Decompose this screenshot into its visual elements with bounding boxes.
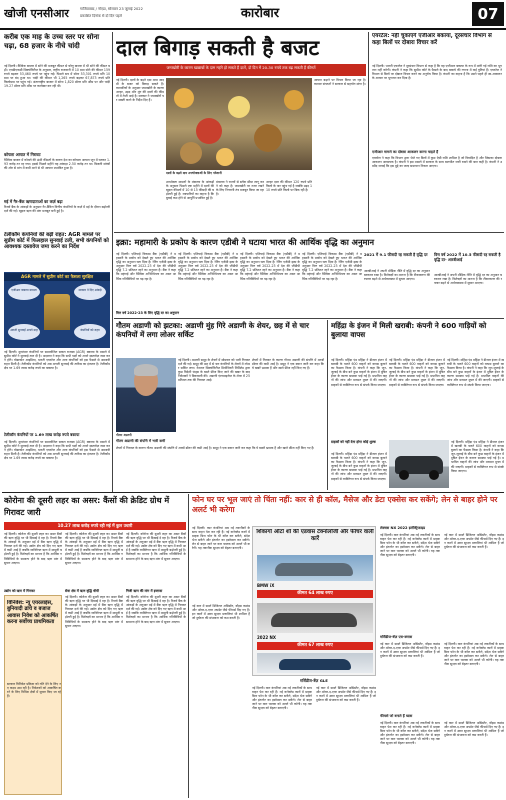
corona-col-1: नई दिल्ली। कोरोना की दूसरी लहर का असर बैंकों की ऋण वृद्धि पर भी दिखाई दे रहा है। रिजर्व बैंक के आंकड़ों के अनुसार मई में बैंक ऋण वृद्धि में गिरावट दर्ज की गई। उद्योग क्षेत्र को दिए गए ऋण में कमी आई है जबकि व्यक्तिगत ऋण में मामूली बढ़ोतरी हुई है। विशेषज्ञों का मानना है कि आर्थिक गतिविधियों के सामान्य होने के बाद ऋण मांग में सुधार आएगा। — [4, 532, 62, 565]
edition-line: गाजियाबाद / नोएडा, सोमवार 23 जुलाई 2022 — [80, 7, 143, 11]
car3-body — [279, 659, 351, 670]
mahindra-body-3: नई दिल्ली। महिंद्रा एंड महिंद्रा ने डीजल इंजन में खराबी के चलते 600 वाहनों को वापस बुलाने का फैसला किया है। कंपनी ने कहा कि जून-जुलाई के बीच बने कुछ वाहनों के इंजन में दूषित ईंधन के कारण समस्या पाई गई है। प्रभावित वाहनों की जांच और मरम्मत मुफ्त में की जाएगी। ग्राहकों से व्यक्तिगत रूप से संपर्क किया जाएगा। — [447, 358, 504, 387]
icra-sub: वित्त वर्ष 2022-23 के लिए वृद्धि दर का अनुमान — [116, 311, 180, 315]
phone-col-5: नई दिल्ली। कार कंपनियां अब नई तकनीकों के साथ वाहन पेश कर रही हैं। नई कनेक्टेड कारों में ग्राहक बिना फोन के भी कॉल कर सकेंगे, संदेश भेज सकेंगे और इंटरनेट का इस्तेमाल कर सकेंगे। लेन से बाहर जाने पर कार चालक को अलर्ट भी करेगी। यह तकनीक सुरक्षा को बेहतर बनाएगी। — [380, 533, 440, 558]
mahindra-car-photo — [389, 440, 449, 488]
mahindra-body-4: नई दिल्ली। महिंद्रा एंड महिंद्रा ने डीजल इंजन में खराबी के चलते 600 वाहनों को वापस बुलाने का फैसला किया है। कंपनी ने कहा कि जून-जुलाई के बीच बने कुछ वाहनों के इंजन में दूषित ईंधन के कारण समस्या पाई गई है। प्रभावित वाहनों की जांच और मरम्मत मुफ्त में की जाएगी। ग्राहकों से व्यक्तिगत रूप से संपर्क किया जाएगा। — [331, 452, 387, 481]
icra-box-1-body: आरबीआई ने अपनी मौद्रिक नीति में वृद्धि दर का अनुमान बरकरार रखा है। विशेषज्ञों का मानना है कि टीकाकरण की रफ्तार बढ़ने से अर्थव्यवस्था में सुधार आएगा। — [364, 269, 430, 282]
icra-box-1: 2021 में 9.1 फीसदी रह सकती है वृद्धि दर — [364, 252, 428, 257]
corona-sub-1: उद्योग को ऋण में गिरावट — [4, 589, 36, 593]
phone-sub-3: फीचर्स जो बनाते हैं खास — [380, 714, 413, 718]
supreme-court-emblem-icon — [44, 294, 70, 330]
phone-sub-2: मर्सिडीज-बेंज़ एस-क्लास — [380, 635, 413, 639]
disinvestment-body: सरकार विनिवेश प्रक्रिया को गति देने के लिए नए कदम उठा रही है। निवेशकों को आकर्षित करने के लिए विभिन्न क्षेत्रों में सुधार किए जा रहे हैं। — [7, 682, 61, 699]
phone-col-4: नई कार में स्मार्ट डिजिटल असिस्टेंट, वॉइस कमांड और ओवर-द-एयर अपडेट जैसे फीचर्स दिए गए हैं। इन कारों में उन्नत सुरक्षा प्रणालियां भी शामिल हैं जो दुर्घटना की संभावना को कम करती हैं। — [316, 686, 376, 703]
masthead-divider — [0, 28, 506, 30]
pulses-market-photo — [166, 78, 312, 170]
bottom-column-divider — [188, 494, 189, 798]
disinvestment-box — [4, 595, 62, 795]
corona-bar: 10.27 लाख करोड़ रुपये रही मई में कुल उधारी — [4, 522, 186, 530]
phone-col-1: नई दिल्ली। कार कंपनियां अब नई तकनीकों के साथ वाहन पेश कर रही हैं। नई कनेक्टेड कारों में ग्राहक बिना फोन के भी कॉल कर सकेंगे, संदेश भेज सकेंगे और इंटरनेट का इस्तेमाल कर सकेंगे। लेन से बाहर जाने पर कार चालक को अलर्ट भी करेगी। यह तकनीक सुरक्षा को बेहतर बनाएगी। — [192, 526, 250, 551]
phone-col-7: नई कार में स्मार्ट डिजिटल असिस्टेंट, वॉइस कमांड और ओवर-द-एयर अपडेट जैसे फीचर्स दिए गए हैं। इन कारों में उन्नत सुरक्षा प्रणालियां भी शामिल हैं जो दुर्घटना की संभावना को कम करती हैं। — [380, 642, 440, 659]
mahindra-headline: महिंद्रा के इंजन में मिली खराबी: कंपनी ने 600 गाड़ियों को बुलाया वापस — [331, 321, 487, 339]
icra-box-2-body: आरबीआई ने अपनी मौद्रिक नीति में वृद्धि दर का अनुमान बरकरार रखा है। विशेषज्ञों का मानना है कि टीकाकरण की रफ्तार बढ़ने से अर्थव्यवस्था में सुधार आएगा। — [434, 273, 502, 286]
mahindra-body-5: नई दिल्ली। महिंद्रा एंड महिंद्रा ने डीजल इंजन में खराबी के चलते 600 वाहनों को वापस बुलाने का फैसला किया है। कंपनी ने कहा कि जून-जुलाई के बीच बने कुछ वाहनों के इंजन में दूषित ईंधन के कारण समस्या पाई गई है। प्रभावित वाहनों की जांच और मरम्मत मुफ्त में की जाएगी। ग्राहकों से व्यक्तिगत रूप से संपर्क किया जाएगा। — [451, 440, 504, 473]
car-wheel-2 — [429, 470, 439, 480]
main-col-1: नई दिल्ली। दालों के बढ़ते दाम आम आदमी के बजट को बिगाड़ सकते हैं। व्यापारियों के अनुसार जमाखोरी के कारण अरहर, उड़द और मूंग की दालों की कीमतों में तेजी आई है। सरकार ने जमाखोरों पर सख्ती करने के निर्देश दिए हैं। — [116, 78, 164, 103]
masthead — [0, 0, 506, 30]
car2-price: कीमत 67 लाख रुपए — [257, 642, 373, 650]
left-sub-heading-1: कोयला आयात में गिरावट — [4, 152, 41, 157]
car2-body — [271, 613, 357, 627]
corona-col-3: नई दिल्ली। कोरोना की दूसरी लहर का असर बैंकों की ऋण वृद्धि पर भी दिखाई दे रहा है। रिजर्व बैंक के आंकड़ों के अनुसार मई में बैंक ऋण वृद्धि में गिरावट दर्ज की गई। उद्योग क्षेत्र को दिए गए ऋण में कमी आई है जबकि व्यक्तिगत ऋण में मामूली बढ़ोतरी हुई है। विशेषज्ञों का मानना है कि आर्थिक गतिविधियों के सामान्य होने के बाद ऋण मांग में सुधार आएगा। — [126, 532, 186, 561]
phone-col-9: नई दिल्ली। कार कंपनियां अब नई तकनीकों के साथ वाहन पेश कर रही हैं। नई कनेक्टेड कारों में ग्राहक बिना फोन के भी कॉल कर सकेंगे, संदेश भेज सकेंगे और इंटरनेट का इस्तेमाल कर सकेंगे। लेन से बाहर जाने पर कार चालक को अलर्ट भी करेगी। यह तकनीक सुरक्षा को बेहतर बनाएगी। — [380, 721, 440, 746]
adani-photo — [116, 358, 176, 432]
section-divider-1 — [114, 232, 504, 233]
adani-hair — [134, 364, 158, 376]
phone-col-3: नई दिल्ली। कार कंपनियां अब नई तकनीकों के साथ वाहन पेश कर रही हैं। नई कनेक्टेड कारों में ग्राहक बिना फोन के भी कॉल कर सकेंगे, संदेश भेज सकेंगे और इंटरनेट का इस्तेमाल कर सकेंगे। लेन से बाहर जाने पर कार चालक को अलर्ट भी करेगी। यह तकनीक सुरक्षा को बेहतर बनाएगी। — [252, 686, 312, 711]
airtel-headline: एयरटेल: नहीं चुकाएंगे एजीआर बकाया, दूरसंचार विभाग से कहा बिलों पर दोबारा विचार करें — [372, 33, 492, 46]
bubble-2: सरकार ने दिए आंकड़े — [74, 284, 106, 300]
bubble-1: एजीआर बकाया मामला — [8, 284, 40, 300]
left-sub-body-2: रिजर्व बैंक के आंकड़ों के अनुसार गैर-बैंकिंग वित्तीय कंपनियों के कर्ज़ में मई के दौरान बढ़ोतरी दर्ज की गई। खुदरा ऋण की मांग मजबूत बनी हुई है। — [4, 205, 110, 214]
graphic-caption: AGR मामले में सुप्रीम कोर्ट का फैसला सुरक्षित — [4, 273, 110, 281]
airtel-body: नई दिल्ली। भारती एयरटेल ने दूरसंचार विभाग से कहा है कि वह एजीआर बकाया के रूप में मांगी गई राशि का भुगतान नहीं करेगी। कंपनी ने कहा कि सुप्रीम कोर्ट के फैसले के बाद बकाये की गणना में कई त्रुटियां हैं। एयरटेल ने विभाग से बिलों पर दोबारा विचार करने का अनुरोध किया है। कंपनी का कहना है कि उसने पहले ही स्व-आकलन के आधार पर भुगतान कर दिया है। — [372, 64, 502, 81]
corona-headline: कोरोना की दूसरी लहर का असर: कैंसों की क्रेडिट ग्रोथ में गिरावट जारी — [4, 496, 170, 517]
bubble-4: कंपनियों को राहत — [74, 324, 106, 340]
corona-sub-3: निजी ऋण की मांग में इजाफा — [126, 589, 163, 593]
phone-headline: फोन घर पर भूल जाएं तो चिंता नहीं: कार से ही कॉल, मैसेज और डेटा एक्सेस कर सकेंगे; लेन से बाहर होने पर अलर्ट भी करेगा — [192, 495, 498, 514]
photo-caption: दालों के बढ़ते दाम उपभोक्ताओं के लिए परेशानी — [166, 171, 222, 175]
left-sub-body-1: वैश्विक बाजार में कोयले की ऊंची कीमतों के कारण देश का कोयला आयात जून में घटकर 1.93 करोड़ टन रह गया। इससे पिछले महीने यह आंकड़ा 2.50 करोड़ टन था। बिजली संयंत्रों की ओर से मांग में कमी आने से भी आयात प्रभावित हुआ है। — [4, 158, 110, 171]
icra-box-2: वित्त वर्ष 2022 में 10.5 फीसदी रह सकती है वृद्धि दर- आरबीआई — [434, 252, 501, 262]
corona-col-4: नई दिल्ली। कोरोना की दूसरी लहर का असर बैंकों की ऋण वृद्धि पर भी दिखाई दे रहा है। रिजर्व बैंक के आंकड़ों के अनुसार मई में बैंक ऋण वृद्धि में गिरावट दर्ज की गई। उद्योग क्षेत्र को दिए गए ऋण में कमी आई है जबकि व्यक्तिगत ऋण में मामूली बढ़ोतरी हुई है। विशेषज्ञों का मानना है कि आर्थिक गतिविधियों के सामान्य होने के बाद ऋण मांग में सुधार आएगा। — [65, 595, 123, 628]
section-title: कारोबार — [240, 6, 280, 21]
main-col-2: उपभोक्ता मामलों के मंत्रालय के आंकड़ों के अनुसार पिछले एक महीने में दालों की खुदरा कीमतों में 10 से 15 फीसदी की बढ़ोतरी हुई है। व्यापारियों का कहना है कि बुवाई कम होने से आपूर्ति प्रभावित हुई है। — [166, 180, 214, 201]
section-divider-2 — [114, 318, 504, 319]
adani-caption: गौतम अडाणी — [116, 433, 132, 437]
main-headline: दाल बिगाड़ सकती है बजट — [116, 36, 320, 60]
bottom-divider — [2, 492, 504, 493]
bubble-3: अगली सुनवाई अगले माह — [8, 324, 40, 340]
adani-body-1: नई दिल्ली। अडाणी समूह के शेयरों में सोमवार को भारी गिरावट दर्ज की गई। समूह की छह में से चार कंपनियों के शेयरों में लोअर सर्किट लगा। नेशनल सिक्योरिटीज डिपॉजिटरी लिमिटेड द्वारा कुछ विदेशी फंड्स के खाते फ्रीज किए जाने की खबर के बाद निवेशकों ने बिकवाली की। अडाणी एंटरप्राइजेज के शेयर में 25 प्रतिशत तक की गिरावट आई। — [178, 358, 250, 383]
corona-col-2: नई दिल्ली। कोरोना की दूसरी लहर का असर बैंकों की ऋण वृद्धि पर भी दिखाई दे रहा है। रिजर्व बैंक के आंकड़ों के अनुसार मई में बैंक ऋण वृद्धि में गिरावट दर्ज की गई। उद्योग क्षेत्र को दिए गए ऋण में कमी आई है जबकि व्यक्तिगत ऋण में मामूली बढ़ोतरी हुई है। विशेषज्ञों का मानना है कि आर्थिक गतिविधियों के सामान्य होने के बाद ऋण मांग में सुधार आएगा। — [65, 532, 123, 565]
phone-sub-1: लेक्सस NX 2022 इलेक्ट्रिफाइड — [380, 526, 426, 530]
icra-body-3: नई दिल्ली। एशियाई विकास बैंक (एडीबी) ने महामारी के प्रकोप को देखते हुए भारत की आर्थिक वृद्धि का अनुमान घटा दिया है। रेटिंग एजेंसी इक्रा के अनुसार वित्त वर्ष 2022-23 में देश की जीडीपी वृद्धि 7.2 प्रतिशत रहने का अनुमान है। बैंक ने कहा कि महंगाई और वैश्विक अनिश्चितता का असर आर्थिक गतिविधियों पर पड़ रहा है। — [240, 252, 300, 281]
car2-label: 2022 NX — [257, 635, 276, 640]
auto-show-graphic — [252, 526, 376, 676]
mahindra-body-2: नई दिल्ली। महिंद्रा एंड महिंद्रा ने डीजल इंजन में खराबी के चलते 600 वाहनों को वापस बुलाने का फैसला किया है। कंपनी ने कहा कि जून-जुलाई के बीच बने कुछ वाहनों के इंजन में दूषित ईंधन के कारण समस्या पाई गई है। प्रभावित वाहनों की जांच और मरम्मत मुफ्त में की जाएगी। ग्राहकों से व्यक्तिगत रूप से संपर्क किया जाएगा। — [389, 358, 445, 387]
car1-body — [275, 563, 353, 576]
icra-body-1: नई दिल्ली। एशियाई विकास बैंक (एडीबी) ने महामारी के प्रकोप को देखते हुए भारत की आर्थिक वृद्धि का अनुमान घटा दिया है। रेटिंग एजेंसी इक्रा के अनुसार वित्त वर्ष 2022-23 में देश की जीडीपी वृद्धि 7.2 प्रतिशत रहने का अनुमान है। बैंक ने कहा कि महंगाई और वैश्विक अनिश्चितता का असर आर्थिक गतिविधियों पर पड़ रहा है। — [116, 252, 176, 281]
auto-show-headline: शिकागो ऑटो शो की एडवांस टेक्नोलॉजी और फीचर वाली कारें — [256, 529, 374, 542]
phone-col-2: नई कार में स्मार्ट डिजिटल असिस्टेंट, वॉइस कमांड और ओवर-द-एयर अपडेट जैसे फीचर्स दिए गए हैं। इन कारों में उन्नत सुरक्षा प्रणालियां भी शामिल हैं जो दुर्घटना की संभावना को कम करती हैं। — [192, 604, 250, 621]
page-number: 07 — [472, 2, 504, 26]
car1-label: BMW iX — [257, 583, 275, 588]
logo: खोजी एनसीआर — [4, 7, 69, 20]
airtel-sub: एजीआर मामले का दोबारा आकलन करना चाहते हैं — [372, 150, 439, 154]
adani-sub: गौतम अडाणी की संपत्ति में भारी कमी — [116, 439, 166, 443]
car1-price: कीमत 64 लाख रुपए — [257, 590, 373, 598]
phone-col-6: नई कार में स्मार्ट डिजिटल असिस्टेंट, वॉइस कमांड और ओवर-द-एयर अपडेट जैसे फीचर्स दिए गए हैं। इन कारों में उन्नत सुरक्षा प्रणालियां भी शामिल हैं जो दुर्घटना की संभावना को कम करती हैं। — [444, 533, 504, 550]
mahindra-body-1: नई दिल्ली। महिंद्रा एंड महिंद्रा ने डीजल इंजन में खराबी के चलते 600 वाहनों को वापस बुलाने का फैसला किया है। कंपनी ने कहा कि जून-जुलाई के बीच बने कुछ वाहनों के इंजन में दूषित ईंधन के कारण समस्या पाई गई है। प्रभावित वाहनों की जांच और मरम्मत मुफ्त में की जाएगी। ग्राहकों से व्यक्तिगत रूप से संपर्क किया जाएगा। — [331, 358, 387, 387]
telecom-graphic — [4, 272, 110, 348]
car3-label: मर्सिडीज-बेंज़ GLE — [300, 678, 328, 683]
corona-col-5: नई दिल्ली। कोरोना की दूसरी लहर का असर बैंकों की ऋण वृद्धि पर भी दिखाई दे रहा है। रिजर्व बैंक के आंकड़ों के अनुसार मई में बैंक ऋण वृद्धि में गिरावट दर्ज की गई। उद्योग क्षेत्र को दिए गए ऋण में कमी आई है जबकि व्यक्तिगत ऋण में मामूली बढ़ोतरी हुई है। विशेषज्ञों का मानना है कि आर्थिक गतिविधियों के सामान्य होने के बाद ऋण मांग में सुधार आएगा। — [126, 595, 186, 624]
car3-image — [257, 653, 373, 673]
main-subhead: जमाखोरी के कारण खाद्यान्नों के दाम महंगे हो सकते हैं दालें, दो दिन में 20-30 रुपये तक बढ़ सकती हैं कीमतें — [116, 64, 366, 76]
phone-col-10: नई कार में स्मार्ट डिजिटल असिस्टेंट, वॉइस कमांड और ओवर-द-एयर अपडेट जैसे फीचर्स दिए गए हैं। इन कारों में उन्नत सुरक्षा प्रणालियां भी शामिल हैं जो दुर्घटना की संभावना को कम करती हैं। — [444, 721, 504, 738]
mahindra-sub: ग्राहकों को नहीं देना होगा कोई शुल्क — [331, 440, 376, 444]
disinvestment-headline: विनिवेश: न्यू एयरलाइंस, बुनियादी ढांचे व बजाज आवास निवेश को आकर्षित करना सर्वोच्च प्राथमिकता — [7, 600, 59, 626]
main-col-4: अरहर दाल की कीमत 120 रुपये प्रति किलो के पार पहुंच गई है जबकि उड़द 110 रुपये प्रति किलो पर बिक रही है। — [266, 180, 312, 193]
telecom-sub: टेलीकॉम कंपनियों पर 1.69 लाख करोड़ रुपये बकाया — [4, 432, 80, 437]
phone-col-8: नई दिल्ली। कार कंपनियां अब नई तकनीकों के साथ वाहन पेश कर रही हैं। नई कनेक्टेड कारों में ग्राहक बिना फोन के भी कॉल कर सकेंगे, संदेश भेज सकेंगे और इंटरनेट का इस्तेमाल कर सकेंगे। लेन से बाहर जाने पर कार चालक को अलर्ट भी करेगी। यह तकनीक सुरक्षा को बेहतर बनाएगी। — [444, 642, 504, 667]
telecom-body-2: नई दिल्ली। दूरसंचार कंपनियों पर समायोजित सकल राजस्व (AGR) बकाया के मामले में सुप्रीम कोर्ट ने सुनवाई टाल दी है। अदालत ने कहा कि सभी पक्षों को अपने दस्तावेज़ जमा करने होंगे। वोडाफोन आइडिया, भारती एयरटेल और अन्य कंपनियों को इस फैसले से अस्थायी राहत मिली है। टेलीकॉम कंपनियों को अब अगली सुनवाई की तारीख का इंतजार है। टेलीकॉम क्षेत्र पर 1.69 लाख करोड़ रुपये का बकाया है। — [4, 440, 110, 461]
icra-body-2: नई दिल्ली। एशियाई विकास बैंक (एडीबी) ने महामारी के प्रकोप को देखते हुए भारत की आर्थिक वृद्धि का अनुमान घटा दिया है। रेटिंग एजेंसी इक्रा के अनुसार वित्त वर्ष 2022-23 में देश की जीडीपी वृद्धि 7.2 प्रतिशत रहने का अनुमान है। बैंक ने कहा कि महंगाई और वैश्विक अनिश्चितता का असर आर्थिक गतिविधियों पर पड़ रहा है। — [178, 252, 238, 281]
center-right-divider — [368, 32, 369, 232]
telecom-headline: टेलीकॉम कंपनियों की बढ़ी राहत: AGR मामले पर सुप्रीम कोर्ट में फिलहाल सुनवाई टली, सभी कंपनियों को आवश्यक दस्तावेज जमा करने का निर्देश — [4, 232, 109, 251]
edition-subline: प्रकाशित दिनांक से दो दिन पहले — [80, 14, 122, 18]
icra-headline: इक्रा: महामारी के प्रकोप के कारण एडीबी ने घटाया भारत की आर्थिक वृद्धि का अनुमान — [116, 237, 375, 247]
adani-headline: गौतम अडाणी को झटका: अडाणी मुंह गिरे अडाणी के शेयर, छह में से चार कंपनियों में लगा लोअर सर्किट — [116, 321, 309, 339]
adani-divider — [327, 320, 328, 490]
icra-body-4: नई दिल्ली। एशियाई विकास बैंक (एडीबी) ने महामारी के प्रकोप को देखते हुए भारत की आर्थिक वृद्धि का अनुमान घटा दिया है। रेटिंग एजेंसी इक्रा के अनुसार वित्त वर्ष 2022-23 में देश की जीडीपी वृद्धि 7.2 प्रतिशत रहने का अनुमान है। बैंक ने कहा कि महंगाई और वैश्विक अनिश्चितता का असर आर्थिक गतिविधियों पर पड़ रहा है। — [302, 252, 362, 281]
left-column-divider — [112, 32, 113, 492]
left-sub-heading-2: मई में गैर-बैंक ऋणदाताओं का कर्ज़ बढ़ा — [4, 199, 63, 204]
main-col-5: आयात बढ़ाने पर विचार किया जा रहा है। व्यापार संगठनों ने सरकार से सहयोग मांगा है। — [314, 78, 366, 87]
left-gold-body: नई दिल्ली। वैश्विक बाजार में सोने की मजबूत कीमत से घरेलू बाजार में भी सोने की कीमत बढ़ी। एचडीएफसी सिक्योरिटीज के अनुसार, राष्ट्रीय राजधानी में 10 ग्राम सोने की कीमत 159 रुपये बढ़कर 53,460 रुपये पर पहुंच गई। पिछले सत्र में सोना 53,301 रुपये प्रति 10 ग्राम पर बंद हुआ था। चांदी की कीमत भी 1,265 रुपये बढ़कर 67,873 रुपये प्रति किलोग्राम पर पहुंच गई। अंतरराष्ट्रीय बाजार में सोना 1,820 डॉलर प्रति औंस पर और चांदी 19.27 डॉलर प्रति औंस पर कारोबार कर रही थी। — [4, 64, 110, 89]
adani-body-2: शेयरों में गिरावट के कारण गौतम अडाणी की संपत्ति में अरबों डॉलर की कमी आई है। समूह ने एक बयान जारी कर कहा कि ये खबरें भ्रामक हैं और खाते फ्रीज नहीं किए गए हैं। — [252, 358, 324, 371]
main-col-3: मंत्रालय ने राज्यों से स्टॉक सीमा लागू करने को कहा है। जमाखोरी पर नजर रखने के लिए निगरानी तंत्र मजबूत किया जा रहा है। — [216, 180, 264, 197]
car-wheel-1 — [399, 470, 409, 480]
left-gold-headline: करीब एक माह के उच्च स्तर पर सोना चढ़ा, 68 हजार के नीचे चांदी — [4, 33, 100, 50]
airtel-sub-body: एयरटेल ने कहा कि विभाग द्वारा भेजे गए बिलों में कुछ ऐसी राशि शामिल है जो विवादित है और जिसका दोबारा आकलन आवश्यक है। कंपनी ने इस मामले में सरकार के साथ बातचीत जारी रखने की बात कही है। कंपनी ने उम्मीद जताई कि इस मुद्दे का जल्द समाधान निकल आएगा। — [372, 156, 502, 169]
car2-image — [257, 603, 373, 633]
telecom-body: नई दिल्ली। दूरसंचार कंपनियों पर समायोजित सकल राजस्व (AGR) बकाया के मामले में सुप्रीम कोर्ट ने सुनवाई टाल दी है। अदालत ने कहा कि सभी पक्षों को अपने दस्तावेज़ जमा करने होंगे। वोडाफोन आइडिया, भारती एयरटेल और अन्य कंपनियों को इस फैसले से अस्थायी राहत मिली है। टेलीकॉम कंपनियों को अब अगली सुनवाई की तारीख का इंतजार है। टेलीकॉम क्षेत्र पर 1.69 लाख करोड़ रुपये का बकाया है। — [4, 350, 110, 371]
car1-image — [257, 555, 373, 581]
adani-body-3: शेयरों में गिरावट के कारण गौतम अडाणी की संपत्ति में अरबों डॉलर की कमी आई है। समूह ने एक बयान जारी कर कहा कि ये खबरें भ्रामक हैं और खाते फ्रीज नहीं किए गए हैं। — [116, 446, 315, 450]
corona-sub-2: सेवा क्षेत्र में ऋण वृद्धि धीमी — [65, 589, 99, 593]
